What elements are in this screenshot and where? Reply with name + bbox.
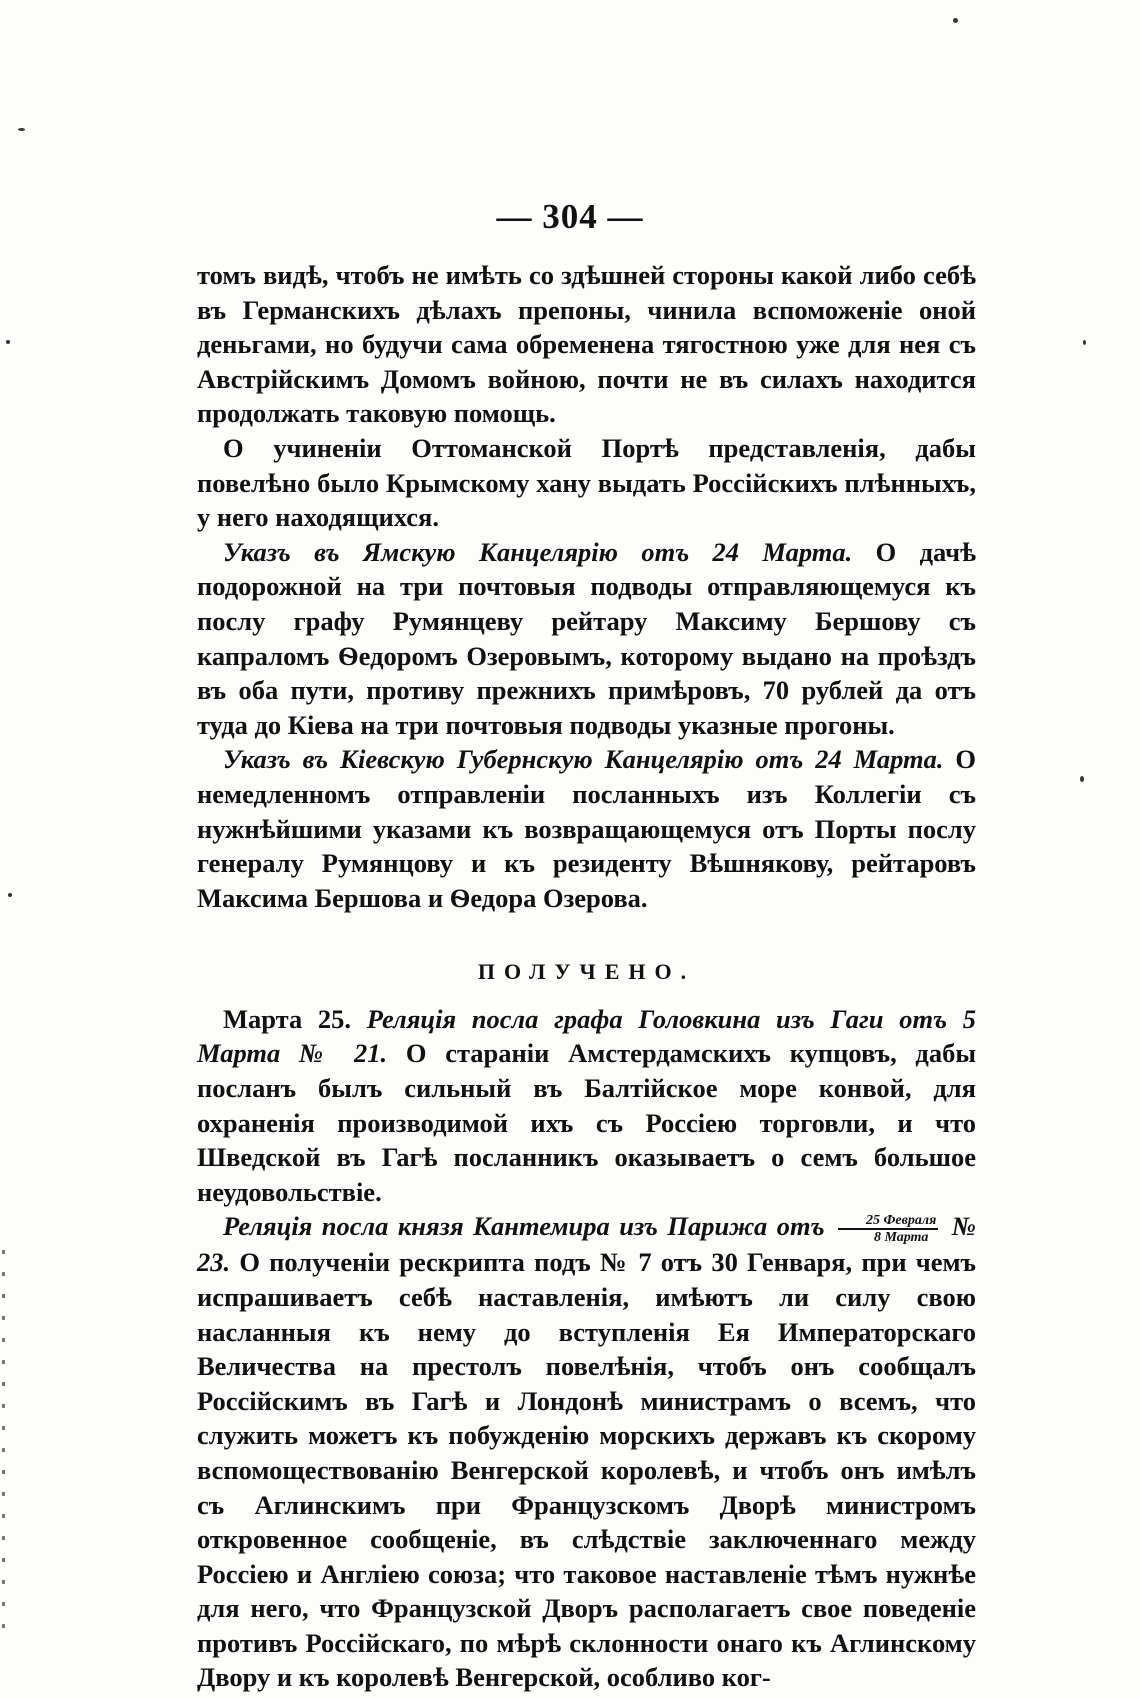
paragraph xyxy=(197,535,976,743)
scan-speck xyxy=(1083,340,1086,345)
entry-text: О стараніи Амстердамскихъ купцовъ, дабы посланъ былъ сильный въ Балтійское море конвой, для охраненія производимой ихъ съ Россіею торговли, и что Шведской въ Гагѣ посланникъ оказываетъ о семъ большое неудовольствіе. xyxy=(197,1038,977,1207)
section-heading: ПОЛУЧЕНО. xyxy=(477,959,696,985)
body-text xyxy=(197,258,976,1695)
entry-date: Марта 25. xyxy=(223,1003,352,1034)
scan-speck xyxy=(18,128,25,131)
entry-title: Реляція посла графа Головкина изъ Гаги отъ 5 Марта № 21. xyxy=(197,1003,976,1069)
received-entry xyxy=(197,1002,976,1210)
paragraph xyxy=(197,431,976,535)
paragraph xyxy=(197,742,976,915)
received-entry xyxy=(197,1209,976,1695)
scan-edge-marks xyxy=(2,1250,5,1630)
entry-title: Указъ въ Ямскую Канцелярію отъ 24 Марта. xyxy=(223,536,853,567)
fraction-numerator: 25 Февраля xyxy=(838,1213,938,1230)
scan-speck xyxy=(8,893,12,897)
scan-speck xyxy=(1080,776,1084,782)
entry-title: Реляція посла князя Кантемира изъ Парижа отъ xyxy=(223,1211,825,1242)
paragraph-text: томъ видѣ, чтобъ не имѣть со здѣшней стороны какой либо себѣ въ Германскихъ дѣлахъ препоны, чинила вспоможеніе оной деньгами, но будучи сама обременена тягостною уже для нея съ Австрійскимъ Домомъ войною, почти не въ силахъ находится продолжать таковую помощь. xyxy=(197,260,976,429)
page-number: — 304 — xyxy=(496,197,644,236)
entry-text: О полученіи рескрипта подъ № 7 отъ 30 Генваря, при чемъ испрашиваетъ себѣ наставленія, имѣютъ ли силу свою насланныя къ нему до вступленія Ея Императорскаго Величества на престолъ повелѣнія, чтобъ онъ сообщалъ Россійскимъ въ Гагѣ и Лондонѣ министрамъ о всемъ, что служить можетъ къ побужденію морскихъ державъ къ скорому вспомоществованію Венгерской королевѣ, и чтобъ онъ имѣлъ съ Аглинскимъ при Французскомъ Дворѣ министромъ откровенное сообщеніе, въ слѣдствіе заключеннаго между Россіею и Англіею союза; что таковое наставленіе тѣмъ нужнѣе для него, что Французской Дворъ располагаетъ свое поведеніе противъ Россійскаго, по мѣрѣ склонности онаго къ Аглинскому Двору и къ королевѣ Венгерской, особливо ког- xyxy=(197,1247,977,1693)
fraction-denominator: 8 Марта xyxy=(873,1230,929,1246)
entry-number: № 23. xyxy=(197,1211,977,1278)
paragraph-text: О учиненіи Оттоманской Портѣ представленія, дабы повелѣно было Крымскому хану выдать Россійскихъ плѣнныхъ, у него находящихся. xyxy=(197,432,976,533)
scan-speck xyxy=(953,18,958,23)
scan-speck xyxy=(6,340,10,344)
paragraph-text: О немедленномъ отправленіи посланныхъ изъ Коллегіи съ нужнѣйшими указами къ возвращающемуся отъ Порты послу генералу Румянцову и къ резиденту Вѣшнякову, рейтаровъ Максима Бершова и Ѳедора Озерова. xyxy=(197,744,977,913)
date-fraction xyxy=(838,1213,938,1245)
entry-title: Указъ въ Кіевскую Губернскую Канцелярію отъ 24 Марта. xyxy=(223,744,944,775)
paragraph xyxy=(197,258,976,431)
paragraph-text: О дачѣ подорожной на три почтовыя подводы отправляющемуся къ послу графу Румянцеву рейтару Максиму Бершову съ капраломъ Ѳедоромъ Озеровымъ, которому выдано на проѣздъ въ оба пути, противу прежнихъ примѣровъ, 70 рублей да отъ туда до Кіева на три почтовыя подводы указные прогоны. xyxy=(197,536,977,740)
